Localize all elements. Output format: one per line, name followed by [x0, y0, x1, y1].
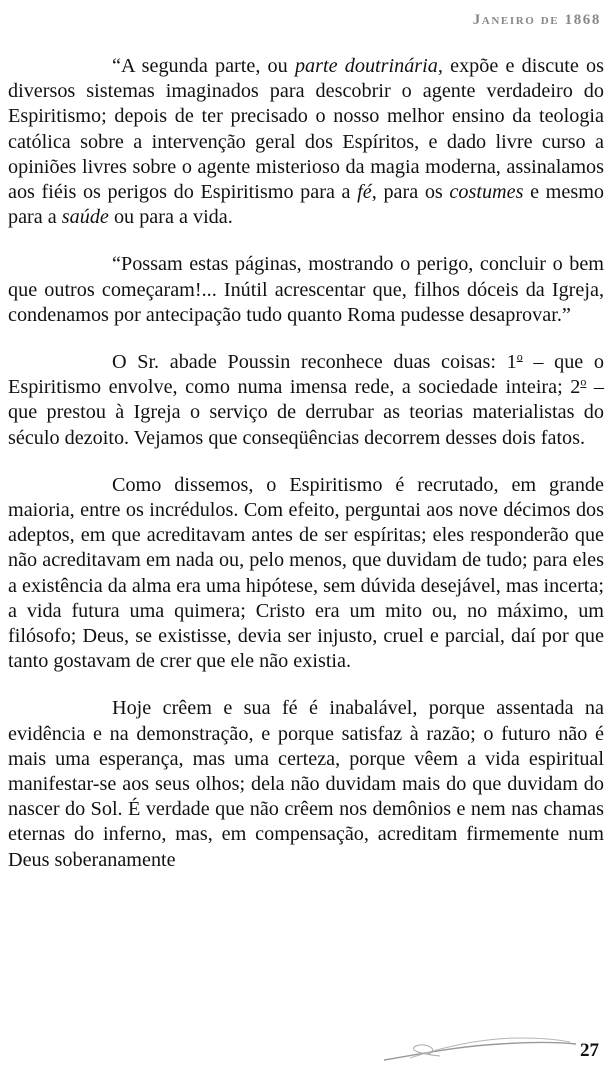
paragraph-5: Hoje crêem e sua fé é inabalável, porque assentada na evidência e na demonstração, e porque satisfaz à razão; o futuro não é mais uma esperança, mas uma certeza, porque vêem a vida espiritual manifestar-se aos seus olhos; dela não duvidam mais do que duvidam do nascer do Sol. É verdade que não crêem nos demônios e nem nas chamas eternas do inferno, mas, em compensação, acreditam firmemente num Deus soberanamente [8, 697, 604, 871]
page-number: 27 [580, 1040, 599, 1061]
italic-text: saúde [61, 206, 109, 229]
page-footer [0, 1028, 611, 1072]
paragraph-text: “A segunda parte, ou [112, 55, 295, 77]
paragraph-text: – que o Espiritismo envolve, como numa imensa rede, a sociedade inteira; 2 [8, 351, 604, 399]
paragraph-3 [8, 350, 604, 451]
paragraph-text: e mesmo para a [8, 181, 604, 229]
italic-text: costumes [449, 181, 524, 204]
paragraph-text: , para os [371, 181, 450, 204]
swirl-ornament-icon [380, 1028, 580, 1068]
paragraph-2: “Possam estas páginas, mostrando o perigo, concluir o bem que outros começaram!... Inútil acrescentar que, filhos dóceis da Igreja, condenamos por antecipação tudo quanto Roma pudesse desaprovar.” [8, 253, 604, 326]
paragraph-text: ou para a vida. [108, 206, 233, 229]
paragraph-text: – que prestou à Igreja o serviço de derrubar as teorias materialistas do século dezoito. Vejamos que conseqüências decorrem desses dois fatos. [8, 376, 604, 449]
ordinal-superscript: o [580, 374, 587, 389]
running-header: Janeiro de 1868 [472, 12, 601, 28]
paragraph-4: Como dissemos, o Espiritismo é recrutado, em grande maioria, entre os incrédulos. Com efeito, perguntai aos nove décimos dos adeptos, em que acreditavam antes de ser espíritas; eles responderão que não acreditavam em nada ou, pelo menos, que duvidam de tudo; para eles a existência da alma era uma hipótese, sem dúvida desejável, mas incerta; a vida futura uma quimera; Cristo era um mito ou, no máximo, um filósofo; Deus, se existisse, devia ser injusto, cruel e parcial, daí por que tanto gostavam de crer que ele não existia. [8, 473, 604, 673]
paragraph-text: , expõe e discute os diversos sistemas imaginados para descobrir o agente verdadeiro do Espiritismo; depois de ter precisado o nosso melhor ensino da teologia católica sobre a intervenção geral dos Espíritos, e dado livre curso a opiniões livres sobre o agente misterioso da magia moderna, assinalamos aos fiéis os perigos do Espiritismo para a [8, 55, 605, 204]
page-body [8, 54, 604, 895]
italic-text: fé [357, 181, 372, 204]
paragraph-1 [8, 54, 604, 230]
paragraph-text: O Sr. abade Poussin reconhece duas coisas: 1 [112, 351, 517, 374]
ordinal-superscript: o [516, 349, 523, 364]
italic-text: parte doutrinária [294, 55, 438, 77]
